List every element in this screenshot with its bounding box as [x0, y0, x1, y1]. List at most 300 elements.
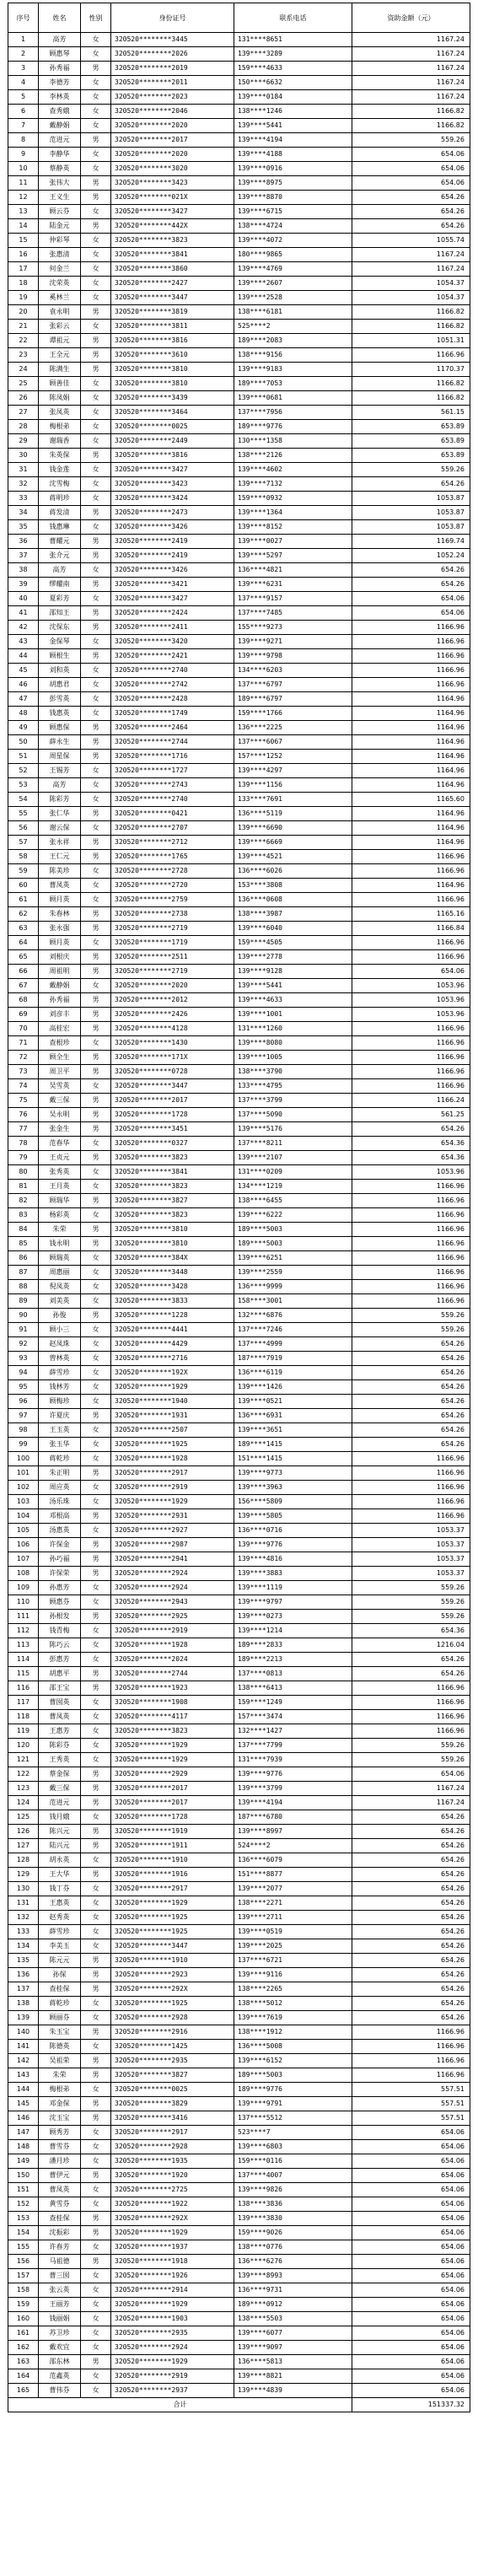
- row-index: 94: [8, 1366, 39, 1380]
- table-row: [8, 1638, 470, 1653]
- row-gender: 男: [81, 606, 111, 621]
- row-phone: 151****1415: [234, 1452, 352, 1466]
- row-index: 127: [8, 1839, 39, 1853]
- row-gender: 男: [81, 2097, 111, 2111]
- row-id-number: 320520********1908: [111, 1696, 234, 1710]
- row-gender: 女: [81, 635, 111, 649]
- row-index: 130: [8, 1882, 39, 1896]
- row-name: 钱惠英: [39, 707, 81, 721]
- row-phone: 158****3001: [234, 1294, 352, 1309]
- table-row: [8, 320, 470, 334]
- row-name: 顾惠芬: [39, 1595, 81, 1610]
- row-id-number: 320520********2428: [111, 692, 234, 707]
- row-name: 李林英: [39, 90, 81, 105]
- table-row: [8, 1423, 470, 1438]
- row-gender: 女: [81, 778, 111, 793]
- row-index: 64: [8, 936, 39, 950]
- table-row: [8, 1968, 470, 1982]
- row-id-number: 320520********292X: [111, 1982, 234, 1997]
- row-gender: 女: [81, 2298, 111, 2312]
- row-index: 61: [8, 893, 39, 907]
- row-id-number: 320520********2742: [111, 678, 234, 692]
- row-id-number: 320520********2023: [111, 90, 234, 105]
- row-index: 43: [8, 635, 39, 649]
- row-gender: 女: [81, 936, 111, 950]
- row-gender: 女: [81, 1524, 111, 1538]
- row-amount: 654.06: [352, 2197, 470, 2212]
- row-phone: 139****2528: [234, 291, 352, 305]
- row-index: 147: [8, 2126, 39, 2140]
- row-index: 124: [8, 1796, 39, 1810]
- row-name: 陆兴元: [39, 1839, 81, 1853]
- row-index: 148: [8, 2140, 39, 2154]
- row-name: 蒋明珍: [39, 492, 81, 506]
- table-row: [8, 922, 470, 936]
- row-amount: 654.26: [352, 1882, 470, 1896]
- row-index: 104: [8, 1509, 39, 1524]
- row-amount: 654.26: [352, 219, 470, 234]
- row-amount: 1166.96: [352, 936, 470, 950]
- row-index: 155: [8, 2240, 39, 2255]
- row-phone: 138****1246: [234, 105, 352, 119]
- row-id-number: 320520********2943: [111, 1595, 234, 1610]
- table-row: [8, 1065, 470, 1079]
- row-amount: 1053.87: [352, 506, 470, 520]
- table-row: [8, 549, 470, 563]
- row-amount: 654.26: [352, 1653, 470, 1667]
- row-id-number: 320520********2924: [111, 1581, 234, 1595]
- row-id-number: 320520********3416: [111, 2111, 234, 2126]
- row-id-number: 320520********2925: [111, 1610, 234, 1624]
- table-row: [8, 893, 470, 907]
- row-gender: 女: [81, 1653, 111, 1667]
- row-gender: 男: [81, 191, 111, 205]
- row-phone: 139****4769: [234, 262, 352, 277]
- table-row: [8, 348, 470, 363]
- subsidy-table: [8, 3, 470, 2412]
- row-index: 110: [8, 1595, 39, 1610]
- row-index: 16: [8, 248, 39, 262]
- table-row: [8, 1036, 470, 1051]
- row-index: 153: [8, 2212, 39, 2226]
- row-phone: 139****1214: [234, 1624, 352, 1638]
- row-index: 109: [8, 1581, 39, 1595]
- row-id-number: 320520********2935: [111, 2326, 234, 2341]
- row-amount: 654.26: [352, 1438, 470, 1452]
- row-gender: 女: [81, 1380, 111, 1395]
- row-name: 顾善佳: [39, 377, 81, 391]
- table-row: [8, 1982, 470, 1997]
- row-phone: 139****2559: [234, 1266, 352, 1280]
- row-name: 陈巧云: [39, 1638, 81, 1653]
- row-phone: 137****4999: [234, 1337, 352, 1352]
- row-name: 王全元: [39, 348, 81, 363]
- row-id-number: 320520********1728: [111, 1108, 234, 1122]
- row-name: 曹伊元: [39, 2169, 81, 2183]
- row-id-number: 320520********2046: [111, 105, 234, 119]
- table-row: [8, 1452, 470, 1466]
- row-name: 钱金莲: [39, 463, 81, 477]
- row-gender: 男: [81, 621, 111, 635]
- row-name: 孙俊: [39, 1309, 81, 1323]
- row-amount: 1166.96: [352, 649, 470, 664]
- row-gender: 女: [81, 2283, 111, 2298]
- row-index: 92: [8, 1337, 39, 1352]
- row-id-number: 320520********1922: [111, 2197, 234, 2212]
- row-name: 高芳: [39, 563, 81, 578]
- row-id-number: 320520********0421: [111, 807, 234, 821]
- row-amount: 1053.96: [352, 1165, 470, 1180]
- row-phone: 131****1260: [234, 1022, 352, 1036]
- row-phone: 138****5012: [234, 1997, 352, 2011]
- row-phone: 139****3289: [234, 47, 352, 62]
- row-name: 查秀娥: [39, 105, 81, 119]
- table-row: [8, 2140, 470, 2154]
- row-index: 159: [8, 2298, 39, 2312]
- row-amount: 1166.96: [352, 1036, 470, 1051]
- row-gender: 女: [81, 1395, 111, 1409]
- row-index: 145: [8, 2097, 39, 2111]
- row-index: 160: [8, 2312, 39, 2326]
- row-id-number: 320520********2919: [111, 1624, 234, 1638]
- row-index: 161: [8, 2326, 39, 2341]
- row-index: 51: [8, 750, 39, 764]
- row-id-number: 320520********1928: [111, 1638, 234, 1653]
- row-name: 王大华: [39, 1868, 81, 1882]
- row-phone: 138****6413: [234, 1681, 352, 1696]
- row-id-number: 320520********1926: [111, 2269, 234, 2283]
- table-row: [8, 1624, 470, 1638]
- row-id-number: 320520********2728: [111, 864, 234, 879]
- row-amount: 1166.96: [352, 1208, 470, 1223]
- row-gender: 男: [81, 721, 111, 735]
- row-id-number: 320520********1425: [111, 2040, 234, 2054]
- row-amount: 1164.96: [352, 750, 470, 764]
- row-name: 谭祖元: [39, 334, 81, 348]
- row-amount: 1166.96: [352, 1223, 470, 1237]
- row-gender: 女: [81, 1452, 111, 1466]
- row-phone: 139****1119: [234, 1581, 352, 1595]
- row-index: 17: [8, 262, 39, 277]
- row-name: 陈兴元: [39, 1825, 81, 1839]
- table-row: [8, 377, 470, 391]
- row-id-number: 320520********2744: [111, 1667, 234, 1681]
- table-row: [8, 334, 470, 348]
- table-row: [8, 1767, 470, 1782]
- row-amount: 561.25: [352, 1108, 470, 1122]
- row-amount: 1166.24: [352, 1094, 470, 1108]
- row-amount: 1166.96: [352, 1466, 470, 1481]
- row-amount: 654.06: [352, 2240, 470, 2255]
- row-phone: 139****4839: [234, 2384, 352, 2398]
- header-row: [8, 3, 470, 33]
- row-amount: 1166.84: [352, 922, 470, 936]
- row-phone: 139****1001: [234, 1008, 352, 1022]
- row-name: 朱荣: [39, 2068, 81, 2083]
- row-phone: 136****5119: [234, 807, 352, 821]
- row-gender: 女: [81, 477, 111, 492]
- row-name: 查桂保: [39, 2212, 81, 2226]
- table-row: [8, 1581, 470, 1595]
- row-index: 113: [8, 1638, 39, 1653]
- row-amount: 654.26: [352, 1997, 470, 2011]
- table-row: [8, 1509, 470, 1524]
- row-phone: 138****9156: [234, 348, 352, 363]
- row-gender: 女: [81, 148, 111, 162]
- row-index: 108: [8, 1567, 39, 1581]
- row-name: 陈彩芬: [39, 1739, 81, 1753]
- row-amount: 1166.96: [352, 1065, 470, 1079]
- table-row: [8, 1552, 470, 1567]
- table-row: [8, 1337, 470, 1352]
- table-row: [8, 2040, 470, 2054]
- row-name: 钱林芳: [39, 1380, 81, 1395]
- row-phone: 139****0027: [234, 535, 352, 549]
- row-index: 102: [8, 1481, 39, 1495]
- row-phone: 157****3474: [234, 1710, 352, 1724]
- row-phone: 138****3836: [234, 2197, 352, 2212]
- row-amount: 1164.96: [352, 778, 470, 793]
- row-phone: 189****7053: [234, 377, 352, 391]
- row-phone: 139****6231: [234, 578, 352, 592]
- row-name: 王秀英: [39, 1753, 81, 1767]
- row-name: 曹耀元: [39, 535, 81, 549]
- row-phone: 139****5441: [234, 979, 352, 993]
- row-amount: 1164.96: [352, 821, 470, 836]
- table-row: [8, 936, 470, 950]
- row-phone: 139****3963: [234, 1481, 352, 1495]
- row-gender: 女: [81, 492, 111, 506]
- row-amount: 654.06: [352, 2312, 470, 2326]
- row-index: 53: [8, 778, 39, 793]
- table-row: [8, 1266, 470, 1280]
- row-index: 8: [8, 133, 39, 148]
- row-gender: 男: [81, 1667, 111, 1681]
- row-name: 孙根发: [39, 1610, 81, 1624]
- row-name: 李静华: [39, 148, 81, 162]
- row-phone: 139****7132: [234, 477, 352, 492]
- row-gender: 女: [81, 1853, 111, 1868]
- row-name: 曹凤英: [39, 879, 81, 893]
- row-index: 106: [8, 1538, 39, 1552]
- row-amount: 561.15: [352, 406, 470, 420]
- row-id-number: 320520********1925: [111, 1438, 234, 1452]
- table-row: [8, 1724, 470, 1739]
- row-name: 沈荣英: [39, 277, 81, 291]
- row-amount: 654.06: [352, 2326, 470, 2341]
- table-row: [8, 234, 470, 248]
- row-name: 张伟大: [39, 176, 81, 191]
- row-amount: 559.26: [352, 1309, 470, 1323]
- row-phone: 139****3651: [234, 1423, 352, 1438]
- row-name: 朱春林: [39, 907, 81, 922]
- row-phone: 137****7956: [234, 406, 352, 420]
- row-name: 何金兰: [39, 262, 81, 277]
- row-name: 蒋乾珍: [39, 1452, 81, 1466]
- table-row: [8, 1567, 470, 1581]
- row-index: 10: [8, 162, 39, 176]
- row-gender: 男: [81, 1610, 111, 1624]
- row-phone: 153****3808: [234, 879, 352, 893]
- row-name: 戴三保: [39, 1094, 81, 1108]
- row-id-number: 320520********2924: [111, 1567, 234, 1581]
- row-phone: 138****2271: [234, 1896, 352, 1911]
- table-row: [8, 47, 470, 62]
- row-gender: 男: [81, 2169, 111, 2183]
- row-gender: 男: [81, 1466, 111, 1481]
- row-name: 曾林英: [39, 1352, 81, 1366]
- row-amount: 654.06: [352, 2255, 470, 2269]
- row-id-number: 320520********384X: [111, 1251, 234, 1266]
- row-phone: 139****9183: [234, 363, 352, 377]
- row-gender: 女: [81, 105, 111, 119]
- table-row: [8, 2226, 470, 2240]
- row-id-number: 320520********1919: [111, 1825, 234, 1839]
- row-index: 103: [8, 1495, 39, 1509]
- row-phone: 139****0184: [234, 90, 352, 105]
- row-phone: 139****5441: [234, 119, 352, 133]
- row-gender: 女: [81, 1710, 111, 1724]
- row-gender: 女: [81, 1624, 111, 1638]
- row-id-number: 320520********3841: [111, 1165, 234, 1180]
- row-amount: 559.26: [352, 133, 470, 148]
- row-name: 邵东林: [39, 2355, 81, 2369]
- row-phone: 139****9826: [234, 2183, 352, 2197]
- row-id-number: 320520********2719: [111, 965, 234, 979]
- row-gender: 男: [81, 1968, 111, 1982]
- row-gender: 女: [81, 2341, 111, 2355]
- row-amount: 1166.96: [352, 1237, 470, 1251]
- row-gender: 男: [81, 1681, 111, 1696]
- row-gender: 女: [81, 377, 111, 391]
- row-index: 151: [8, 2183, 39, 2197]
- table-row: [8, 735, 470, 750]
- row-id-number: 320520********3810: [111, 377, 234, 391]
- row-name: 刘彦丰: [39, 1008, 81, 1022]
- table-row: [8, 420, 470, 434]
- row-amount: 1166.96: [352, 1724, 470, 1739]
- row-id-number: 320520********2020: [111, 148, 234, 162]
- table-row: [8, 477, 470, 492]
- row-amount: 654.26: [352, 1939, 470, 1954]
- row-name: 张彩云: [39, 320, 81, 334]
- row-phone: 139****6803: [234, 2140, 352, 2154]
- row-id-number: 320520********3823: [111, 1208, 234, 1223]
- table-row: [8, 1954, 470, 1968]
- table-row: [8, 807, 470, 821]
- row-amount: 1167.24: [352, 33, 470, 47]
- row-name: 彭雪英: [39, 692, 81, 707]
- row-gender: 女: [81, 1423, 111, 1438]
- row-amount: 1166.96: [352, 1251, 470, 1266]
- row-phone: 139****4633: [234, 993, 352, 1008]
- row-gender: 女: [81, 162, 111, 176]
- row-phone: 187****6780: [234, 1810, 352, 1825]
- row-amount: 1166.82: [352, 377, 470, 391]
- row-id-number: 320520********442X: [111, 219, 234, 234]
- row-index: 57: [8, 836, 39, 850]
- row-name: 钱月娥: [39, 1810, 81, 1825]
- row-phone: 136****4821: [234, 563, 352, 578]
- row-gender: 女: [81, 391, 111, 406]
- row-amount: 1166.82: [352, 105, 470, 119]
- row-gender: 女: [81, 563, 111, 578]
- row-phone: 138****3987: [234, 907, 352, 922]
- row-amount: 654.26: [352, 1896, 470, 1911]
- row-name: 蔡金保: [39, 1767, 81, 1782]
- row-index: 101: [8, 1466, 39, 1481]
- row-amount: 654.06: [352, 2384, 470, 2398]
- row-gender: 女: [81, 2083, 111, 2097]
- row-amount: 1166.96: [352, 1194, 470, 1208]
- table-row: [8, 1122, 470, 1137]
- row-id-number: 320520********2935: [111, 2054, 234, 2068]
- row-amount: 1165.60: [352, 793, 470, 807]
- table-row: [8, 434, 470, 449]
- row-index: 135: [8, 1954, 39, 1968]
- table-row: [8, 1810, 470, 1825]
- row-id-number: 320520********1727: [111, 764, 234, 778]
- row-phone: 180****9865: [234, 248, 352, 262]
- row-index: 38: [8, 563, 39, 578]
- row-phone: 189****5003: [234, 2068, 352, 2083]
- row-index: 111: [8, 1610, 39, 1624]
- table-row: [8, 463, 470, 477]
- row-gender: 女: [81, 248, 111, 262]
- row-gender: 女: [81, 1481, 111, 1495]
- table-row: [8, 635, 470, 649]
- row-id-number: 320520********2427: [111, 277, 234, 291]
- row-name: 曹凤英: [39, 1710, 81, 1724]
- row-phone: 138****1912: [234, 2025, 352, 2040]
- row-name: 夏彩芳: [39, 592, 81, 606]
- row-gender: 女: [81, 1294, 111, 1309]
- row-phone: 189****2833: [234, 1638, 352, 1653]
- row-id-number: 320520********2725: [111, 2183, 234, 2197]
- row-phone: 138****3790: [234, 1065, 352, 1079]
- table-row: [8, 1739, 470, 1753]
- row-amount: 1216.04: [352, 1638, 470, 1653]
- row-id-number: 320520********2744: [111, 735, 234, 750]
- table-row: [8, 664, 470, 678]
- row-amount: 654.26: [352, 1122, 470, 1137]
- table-row: [8, 1294, 470, 1309]
- table-row: [8, 1495, 470, 1509]
- row-gender: 女: [81, 1323, 111, 1337]
- table-row: [8, 2097, 470, 2111]
- row-amount: 1053.96: [352, 993, 470, 1008]
- row-index: 63: [8, 922, 39, 936]
- row-amount: 1167.24: [352, 76, 470, 90]
- table-row: [8, 1868, 470, 1882]
- row-id-number: 320520********2740: [111, 664, 234, 678]
- row-name: 王锡芳: [39, 764, 81, 778]
- row-phone: 159****0116: [234, 2154, 352, 2169]
- row-phone: 139****4194: [234, 133, 352, 148]
- row-amount: 654.06: [352, 1767, 470, 1782]
- row-amount: 654.06: [352, 2126, 470, 2140]
- table-row: [8, 105, 470, 119]
- row-name: 薛永生: [39, 735, 81, 750]
- row-phone: 139****8821: [234, 2369, 352, 2384]
- row-name: 顾秀芳: [39, 2126, 81, 2140]
- row-index: 119: [8, 1724, 39, 1739]
- row-amount: 1164.96: [352, 707, 470, 721]
- table-row: [8, 449, 470, 463]
- row-id-number: 320520********2917: [111, 2126, 234, 2140]
- row-name: 沈雪梅: [39, 477, 81, 492]
- row-index: 23: [8, 348, 39, 363]
